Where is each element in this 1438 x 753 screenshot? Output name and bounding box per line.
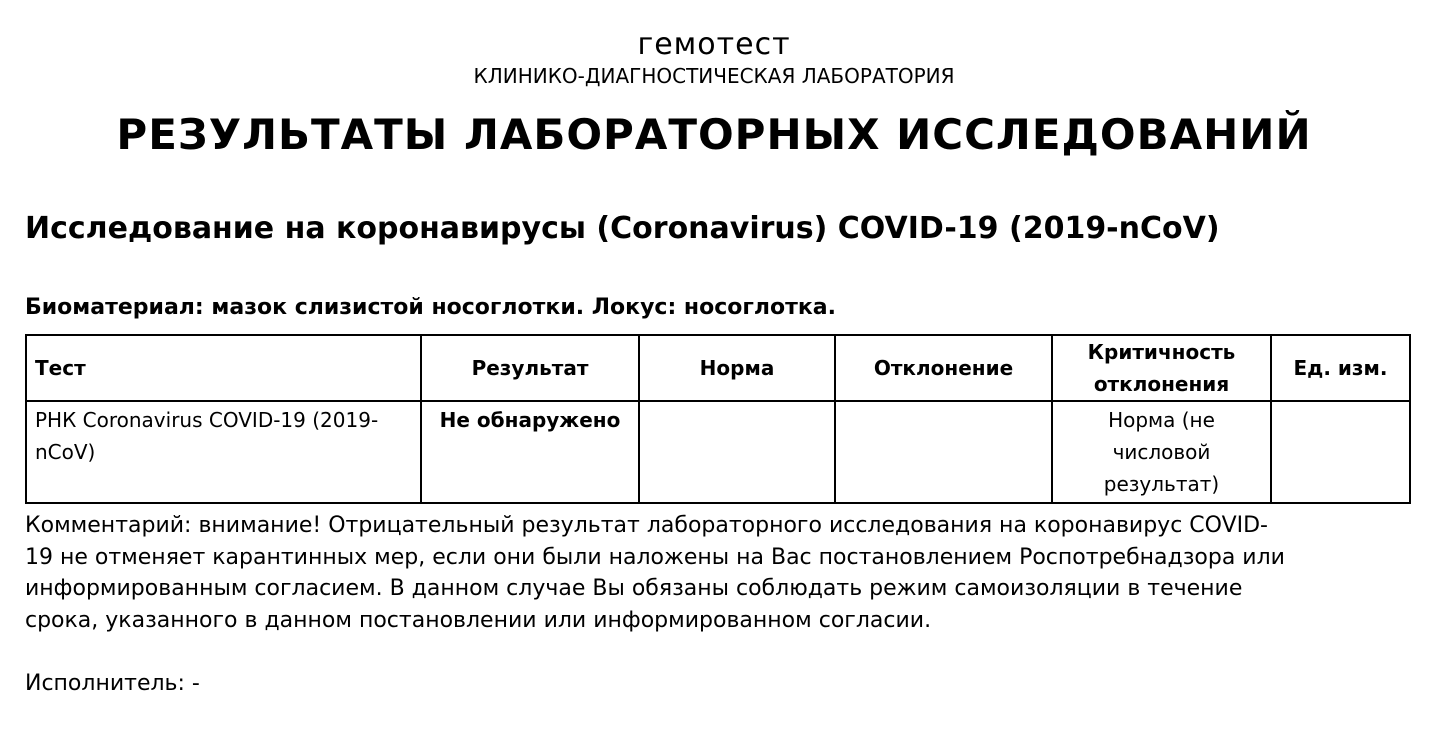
header-deviation: Отклонение	[835, 335, 1052, 401]
study-title: Исследование на коронавирусы (Coronavirus) COVID-19 (2019-nCoV)	[25, 211, 1220, 246]
biomaterial-line: Биоматериал: мазок слизистой носоглотки. Локус: носоглотка.	[25, 295, 836, 320]
table-header-row	[26, 335, 1410, 401]
executor-line: Исполнитель: -	[25, 671, 200, 696]
cell-units	[1271, 401, 1410, 503]
table-row	[26, 401, 1410, 503]
header-result: Результат	[421, 335, 639, 401]
cell-criticality: Норма (не числовой результат)	[1052, 401, 1271, 503]
header-units: Ед. изм.	[1271, 335, 1410, 401]
results-table	[25, 334, 1411, 504]
comment-text: Комментарий: внимание! Отрицательный результат лабораторного исследования на коронавирус COVID-19 не отменяет карантинных мер, если они были наложены на Вас постановлением Роспотребнадзора или информированным согласием. В данном случае Вы обязаны соблюдать режим самоизоляции в течение срока, указанного в данном постановлении или информированном согласии.	[25, 513, 1285, 633]
cell-norm	[639, 401, 835, 503]
header-norm: Норма	[639, 335, 835, 401]
lab-subtitle: КЛИНИКО-ДИАГНОСТИЧЕСКАЯ ЛАБОРАТОРИЯ	[473, 64, 955, 88]
cell-result: Не обнаружено	[421, 401, 639, 503]
page-title: РЕЗУЛЬТАТЫ ЛАБОРАТОРНЫХ ИССЛЕДОВАНИЙ	[116, 110, 1312, 159]
cell-deviation	[835, 401, 1052, 503]
lab-brand-name: гемотест	[637, 27, 791, 62]
header-test: Тест	[26, 335, 421, 401]
header-criticality: Критичность отклонения	[1052, 335, 1271, 401]
cell-test: РНК Coronavirus COVID-19 (2019-nCoV)	[26, 401, 421, 503]
